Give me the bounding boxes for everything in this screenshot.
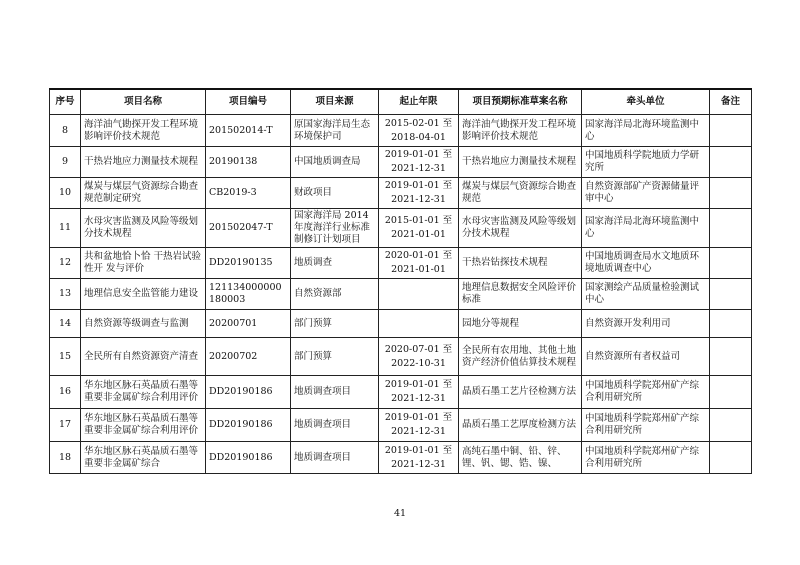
remarks [710, 115, 752, 147]
lead-unit: 国家测绘产品质量检验测试中心 [582, 279, 710, 310]
lead-unit: 自然资源部矿产资源储量评审中心 [582, 178, 710, 209]
row-number: 15 [50, 338, 81, 376]
remarks [710, 147, 752, 178]
standard-draft-name: 海洋油气勘探开发工程环境影响评价技术规范 [459, 115, 582, 147]
project-code: CB2019-3 [206, 178, 291, 209]
standard-draft-name: 高纯石墨中铜、铅、锌、锂、钒、锶、锆、镍、 [459, 442, 582, 474]
period-end: 2021-12-31 [391, 163, 446, 174]
period-start: 2020-01-01 至 [384, 250, 453, 261]
row-number: 11 [50, 209, 81, 248]
period-end: 2021-12-31 [391, 194, 446, 205]
header-source: 项目来源 [291, 89, 379, 115]
project-code: DD20190186 [206, 409, 291, 442]
period-cell [379, 248, 459, 279]
header-code: 项目编号 [206, 89, 291, 115]
standard-draft-name: 晶质石墨工艺片径检测方法 [459, 376, 582, 409]
project-name: 干热岩地应力测量技术规程 [81, 147, 206, 178]
period-start: 2019-01-01 至 [384, 149, 453, 160]
table-row [50, 409, 752, 442]
project-name: 自然资源等级调查与监测 [81, 310, 206, 338]
period-start: 2019-01-01 至 [384, 180, 453, 191]
lead-unit: 中国地质科学院郑州矿产综合利用研究所 [582, 376, 710, 409]
period-cell [379, 279, 459, 310]
period-start: 2015-01-01 至 [384, 215, 453, 226]
period-start: 2019-01-01 至 [384, 412, 453, 423]
project-source: 国家海洋局 2014年度海洋行业标准制修订计划项目 [291, 209, 379, 248]
standard-draft-name: 煤炭与煤层气资源综合勘查规范 [459, 178, 582, 209]
lead-unit: 中国地质调查局水文地质环境地质调查中心 [582, 248, 710, 279]
lead-unit: 中国地质科学院郑州矿产综合利用研究所 [582, 442, 710, 474]
period-cell [379, 310, 459, 338]
standard-draft-name: 干热岩钻探技术规程 [459, 248, 582, 279]
project-source: 自然资源部 [291, 279, 379, 310]
project-name: 海洋油气勘探开发工程环境影响评价技术规范 [81, 115, 206, 147]
standard-draft-name: 全民所有农用地、其他土地资产经济价值估算技术规程 [459, 338, 582, 376]
table-row [50, 310, 752, 338]
row-number: 17 [50, 409, 81, 442]
remarks [710, 279, 752, 310]
standard-draft-name: 园地分等规程 [459, 310, 582, 338]
period-cell [379, 209, 459, 248]
header-note: 备注 [710, 89, 752, 115]
row-number: 13 [50, 279, 81, 310]
table-row [50, 442, 752, 474]
period-end: 2022-10-31 [391, 357, 446, 369]
page-number: 41 [393, 508, 407, 519]
header-standard: 项目预期标准草案名称 [459, 89, 582, 115]
standard-draft-name: 晶质石墨工艺厚度检测方法 [459, 409, 582, 442]
remarks [710, 178, 752, 209]
project-code: 121134000000180003 [206, 279, 291, 310]
period-start: 2015-02-01 至 [384, 117, 453, 129]
table-row [50, 248, 752, 279]
project-name: 华东地区脉石英晶质石墨等重要非金属矿综合利用评价 [81, 376, 206, 409]
header-name: 项目名称 [81, 89, 206, 115]
period-cell [379, 338, 459, 376]
period-end: 2018-04-01 [391, 131, 446, 143]
project-source: 原国家海洋局生态环境保护司 [291, 115, 379, 147]
period-end: 2021-12-31 [391, 393, 446, 404]
row-number: 16 [50, 376, 81, 409]
project-name: 华东地区脉石英晶质石墨等重要非金属矿综合利用评价 [81, 409, 206, 442]
row-number: 8 [50, 115, 81, 147]
project-name: 煤炭与煤层气资源综合勘查规范制定研究 [81, 178, 206, 209]
period-start: 2020-07-01 至 [384, 343, 453, 355]
period-end: 2021-01-01 [391, 264, 446, 275]
period-start: 2019-01-01 至 [384, 379, 453, 390]
row-number: 9 [50, 147, 81, 178]
header-no: 序号 [50, 89, 81, 115]
remarks [710, 376, 752, 409]
project-name: 全民所有自然资源资产清查 [81, 338, 206, 376]
project-source: 地质调查 [291, 248, 379, 279]
table-row [50, 147, 752, 178]
lead-unit: 中国地质科学院地质力学研究所 [582, 147, 710, 178]
project-name: 水母灾害监测及风险等级划分技术规程 [81, 209, 206, 248]
table-row [50, 209, 752, 248]
row-number: 12 [50, 248, 81, 279]
period-cell [379, 409, 459, 442]
project-code: 20200702 [206, 338, 291, 376]
lead-unit: 国家海洋局北海环境监测中心 [582, 115, 710, 147]
project-source: 地质调查项目 [291, 442, 379, 474]
remarks [710, 409, 752, 442]
table-row [50, 338, 752, 376]
remarks [710, 310, 752, 338]
period-cell [379, 147, 459, 178]
table-header-row [50, 89, 752, 115]
standard-draft-name: 干热岩地应力测量技术规程 [459, 147, 582, 178]
remarks [710, 442, 752, 474]
period-cell [379, 178, 459, 209]
period-end: 2021-12-31 [391, 458, 446, 470]
table-row [50, 279, 752, 310]
project-source: 中国地质调查局 [291, 147, 379, 178]
project-code: 201502014-T [206, 115, 291, 147]
project-name: 地理信息安全监管能力建设 [81, 279, 206, 310]
project-source: 财政项目 [291, 178, 379, 209]
lead-unit: 国家海洋局北海环境监测中心 [582, 209, 710, 248]
project-code: 201502047-T [206, 209, 291, 248]
remarks [710, 338, 752, 376]
standard-draft-name: 水母灾害监测及风险等级划分技术规程 [459, 209, 582, 248]
project-source: 地质调查项目 [291, 376, 379, 409]
standard-draft-name: 地理信息数据安全风险评价标准 [459, 279, 582, 310]
table-row [50, 115, 752, 147]
header-unit: 牵头单位 [582, 89, 710, 115]
project-code: DD20190186 [206, 442, 291, 474]
project-code: 20190138 [206, 147, 291, 178]
row-number: 14 [50, 310, 81, 338]
period-cell [379, 115, 459, 147]
period-cell [379, 442, 459, 474]
project-source: 部门预算 [291, 310, 379, 338]
project-code: DD20190186 [206, 376, 291, 409]
project-code: 20200701 [206, 310, 291, 338]
lead-unit: 中国地质科学院郑州矿产综合利用研究所 [582, 409, 710, 442]
lead-unit: 自然资源开发利用司 [582, 310, 710, 338]
project-code: DD20190135 [206, 248, 291, 279]
project-name: 共和盆地恰卜恰 干热岩试验性开 发与评价 [81, 248, 206, 279]
project-source: 地质调查项目 [291, 409, 379, 442]
period-end: 2021-12-31 [391, 426, 446, 437]
header-period: 起止年限 [379, 89, 459, 115]
table-row [50, 376, 752, 409]
row-number: 18 [50, 442, 81, 474]
row-number: 10 [50, 178, 81, 209]
remarks [710, 248, 752, 279]
project-source: 部门预算 [291, 338, 379, 376]
lead-unit: 自然资源所有者权益司 [582, 338, 710, 376]
project-name: 华东地区脉石英晶质石墨等重要非金属矿综合 [81, 442, 206, 474]
remarks [710, 209, 752, 248]
period-end: 2021-01-01 [391, 229, 446, 240]
period-start: 2019-01-01 至 [384, 444, 453, 456]
table-row [50, 178, 752, 209]
period-cell [379, 376, 459, 409]
standards-project-table [49, 88, 752, 474]
